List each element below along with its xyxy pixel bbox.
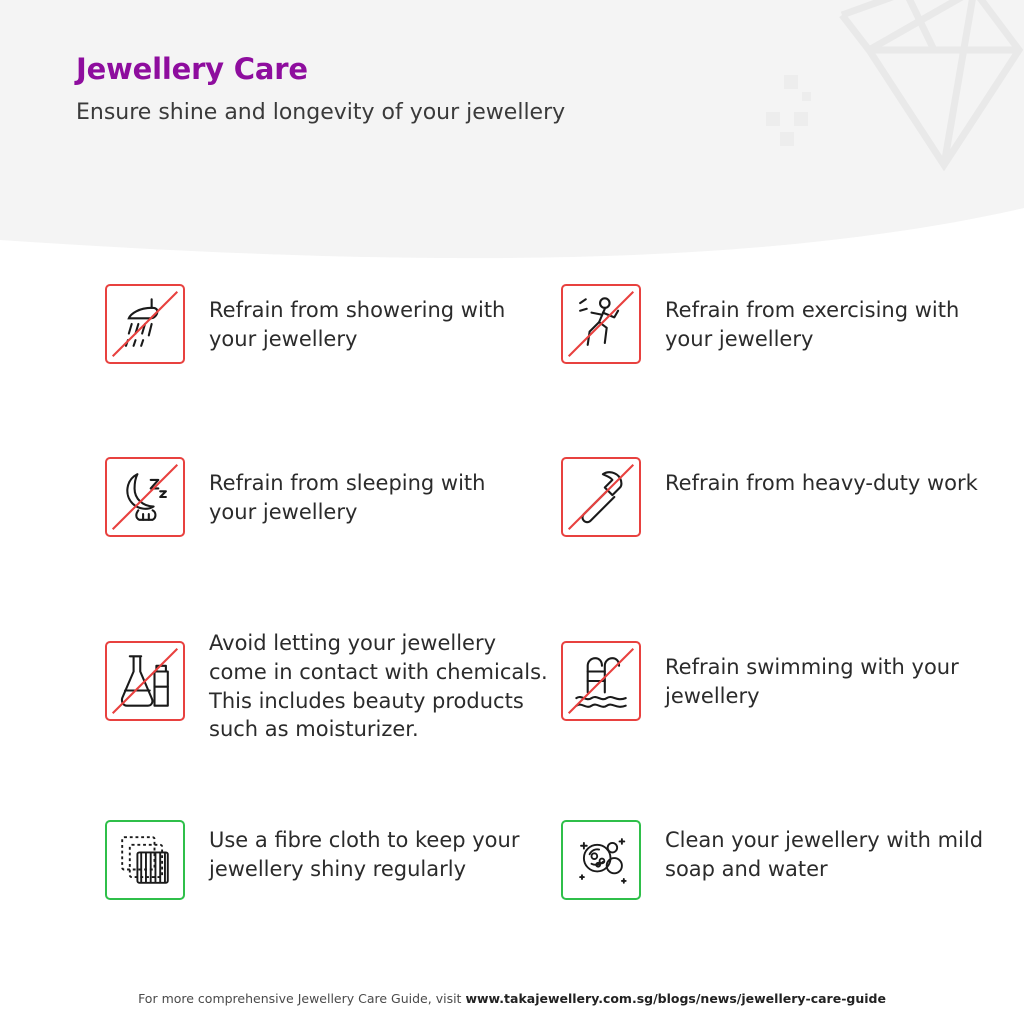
tip-item: [561, 284, 995, 364]
tip-item: [561, 641, 995, 721]
tip-item: [105, 284, 539, 364]
shower-icon: [105, 284, 185, 364]
tip-item: [105, 631, 554, 744]
exercise-icon: [561, 284, 641, 364]
tip-item: [561, 820, 995, 900]
tip-item: [105, 457, 539, 537]
tip-text: Refrain from exercising with your jewellery: [665, 298, 960, 351]
tip-text: Use a fibre cloth to keep your jewellery shiny regularly: [209, 828, 520, 881]
tip-text: Refrain from heavy-duty work: [665, 471, 978, 495]
footer-url[interactable]: www.takajewellery.com.sg/blogs/news/jewellery-care-guide: [465, 991, 886, 1006]
chemicals-flask-icon: [105, 641, 185, 721]
header-band: [0, 0, 1024, 270]
page-title: Jewellery Care: [76, 52, 308, 86]
fibre-cloth-icon: [105, 820, 185, 900]
swimming-pool-icon: [561, 641, 641, 721]
page-subtitle: Ensure shine and longevity of your jewellery: [76, 99, 566, 125]
tip-text: Clean your jewellery with mild soap and water: [665, 828, 984, 881]
tip-text: Refrain from sleeping with your jewellery: [209, 471, 486, 524]
soap-bubbles-icon: [561, 820, 641, 900]
footer-prefix: For more comprehensive Jewellery Care Guide, visit: [138, 991, 466, 1006]
header-text-group: [76, 54, 565, 126]
tip-item: [105, 820, 539, 900]
tip-text: Avoid letting your jewellery come in contact with chemicals. This includes beauty products such as moisturizer.: [209, 631, 548, 742]
tip-item: [561, 457, 978, 537]
diamond-watermark-icon: [644, 0, 1024, 240]
hammer-icon: [561, 457, 641, 537]
sleeping-moon-icon: [105, 457, 185, 537]
tip-text: Refrain swimming with your jewellery: [665, 655, 959, 708]
tip-text: Refrain from showering with your jewellery: [209, 298, 506, 351]
footer: [0, 991, 1024, 1006]
